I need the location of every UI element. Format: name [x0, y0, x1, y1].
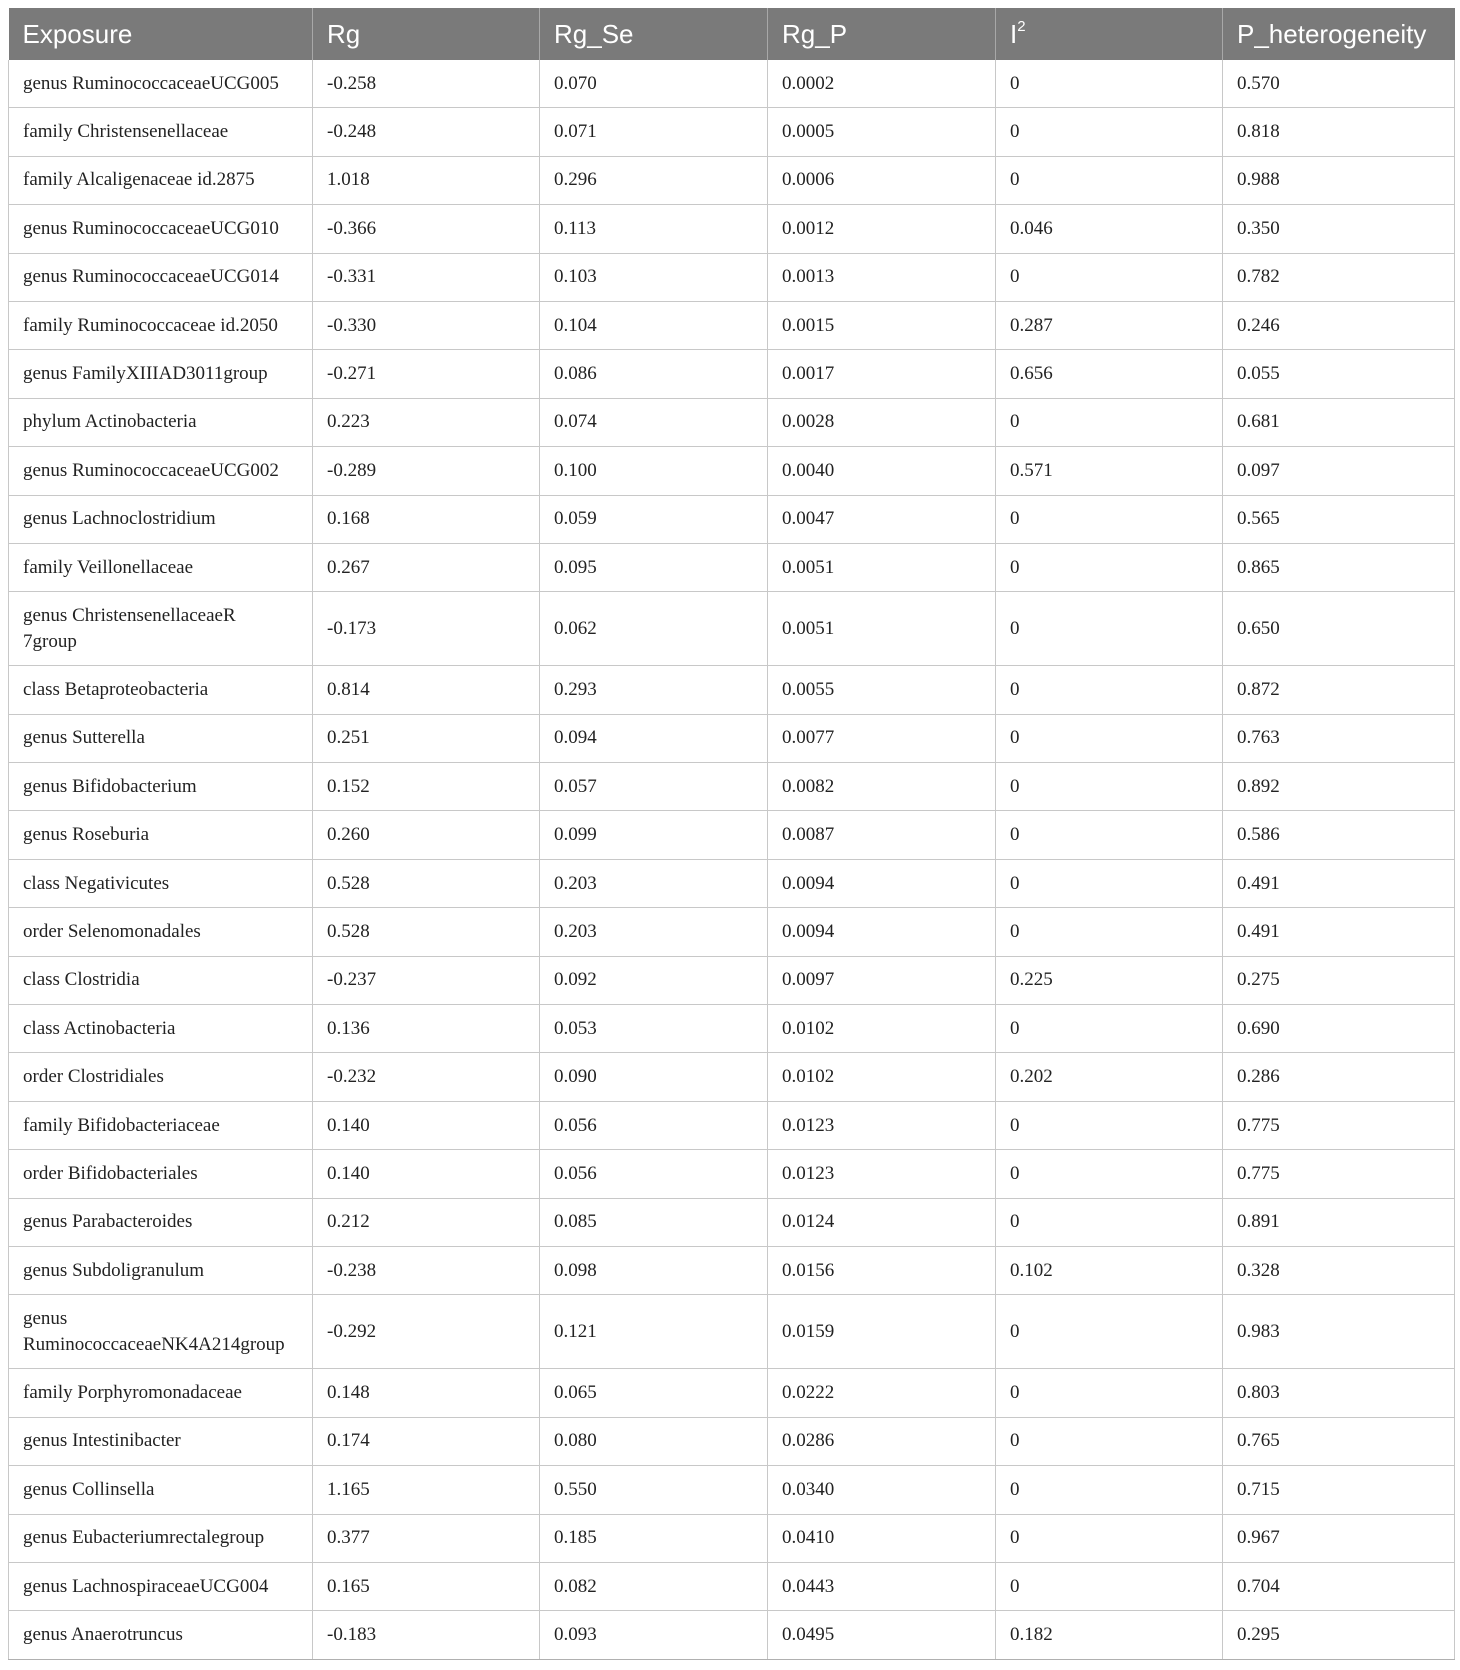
cell-p-heterogeneity: 0.055 [1223, 350, 1455, 398]
cell-exposure: order Bifidobacteriales [9, 1150, 313, 1198]
cell-p-heterogeneity: 0.570 [1223, 60, 1455, 108]
cell-rg-p: 0.0102 [768, 1053, 996, 1101]
cell-exposure: genus Bifidobacterium [9, 763, 313, 811]
cell-i2: 0 [996, 156, 1223, 204]
cell-rg: -0.183 [313, 1611, 540, 1659]
cell-rg-p: 0.0051 [768, 543, 996, 591]
cell-rg: 0.165 [313, 1562, 540, 1610]
cell-p-heterogeneity: 0.891 [1223, 1198, 1455, 1246]
cell-rg-se: 0.062 [540, 592, 768, 666]
cell-i2: 0 [996, 1005, 1223, 1053]
cell-rg-se: 0.085 [540, 1198, 768, 1246]
cell-i2: 0.571 [996, 447, 1223, 495]
cell-p-heterogeneity: 0.983 [1223, 1295, 1455, 1369]
cell-i2: 0 [996, 398, 1223, 446]
cell-rg-p: 0.0097 [768, 956, 996, 1004]
cell-p-heterogeneity: 0.565 [1223, 495, 1455, 543]
cell-rg-se: 0.071 [540, 108, 768, 156]
cell-rg: 0.528 [313, 859, 540, 907]
cell-rg-se: 0.074 [540, 398, 768, 446]
cell-i2: 0 [996, 714, 1223, 762]
cell-exposure: genus Subdoligranulum [9, 1246, 313, 1294]
table-row [9, 1611, 1455, 1659]
cell-rg-se: 0.082 [540, 1562, 768, 1610]
cell-rg-p: 0.0002 [768, 60, 996, 108]
cell-exposure: genus Parabacteroides [9, 1198, 313, 1246]
cell-rg-se: 0.296 [540, 156, 768, 204]
cell-rg: 0.136 [313, 1005, 540, 1053]
cell-rg: -0.331 [313, 253, 540, 301]
cell-exposure: genus Eubacteriumrectalegroup [9, 1514, 313, 1562]
table-row [9, 108, 1455, 156]
cell-rg-se: 0.095 [540, 543, 768, 591]
table-row [9, 1514, 1455, 1562]
cell-exposure: genus LachnospiraceaeUCG004 [9, 1562, 313, 1610]
table-row [9, 398, 1455, 446]
cell-exposure: genus RuminococcaceaeNK4A214group [9, 1295, 313, 1369]
cell-rg-p: 0.0156 [768, 1246, 996, 1294]
cell-rg-p: 0.0443 [768, 1562, 996, 1610]
cell-rg: 0.140 [313, 1101, 540, 1149]
table-row [9, 859, 1455, 907]
cell-p-heterogeneity: 0.491 [1223, 908, 1455, 956]
cell-rg: 0.140 [313, 1150, 540, 1198]
cell-p-heterogeneity: 0.286 [1223, 1053, 1455, 1101]
cell-rg: -0.258 [313, 60, 540, 108]
results-table [8, 8, 1455, 1660]
header-i2-superscript: 2 [1017, 17, 1026, 35]
cell-rg-se: 0.203 [540, 859, 768, 907]
cell-rg-p: 0.0040 [768, 447, 996, 495]
cell-p-heterogeneity: 0.097 [1223, 447, 1455, 495]
cell-p-heterogeneity: 0.715 [1223, 1466, 1455, 1514]
cell-i2: 0 [996, 1417, 1223, 1465]
cell-exposure: order Selenomonadales [9, 908, 313, 956]
cell-exposure: genus Anaerotruncus [9, 1611, 313, 1659]
cell-rg-p: 0.0159 [768, 1295, 996, 1369]
cell-exposure: family Christensenellaceae [9, 108, 313, 156]
cell-p-heterogeneity: 0.872 [1223, 666, 1455, 714]
table-row [9, 253, 1455, 301]
cell-p-heterogeneity: 0.704 [1223, 1562, 1455, 1610]
cell-i2: 0 [996, 763, 1223, 811]
cell-rg: -0.292 [313, 1295, 540, 1369]
cell-rg: 0.168 [313, 495, 540, 543]
cell-i2: 0.656 [996, 350, 1223, 398]
cell-rg-se: 0.104 [540, 301, 768, 349]
cell-i2: 0 [996, 60, 1223, 108]
cell-rg-p: 0.0222 [768, 1369, 996, 1417]
cell-rg-se: 0.550 [540, 1466, 768, 1514]
cell-p-heterogeneity: 0.681 [1223, 398, 1455, 446]
cell-p-heterogeneity: 0.586 [1223, 811, 1455, 859]
table-row [9, 495, 1455, 543]
cell-p-heterogeneity: 0.782 [1223, 253, 1455, 301]
cell-rg-p: 0.0094 [768, 908, 996, 956]
cell-i2: 0 [996, 1562, 1223, 1610]
cell-rg: 0.212 [313, 1198, 540, 1246]
cell-i2: 0 [996, 592, 1223, 666]
table-row [9, 156, 1455, 204]
cell-p-heterogeneity: 0.328 [1223, 1246, 1455, 1294]
table-row [9, 1369, 1455, 1417]
cell-i2: 0.102 [996, 1246, 1223, 1294]
cell-rg-se: 0.092 [540, 956, 768, 1004]
cell-rg: -0.238 [313, 1246, 540, 1294]
cell-rg-p: 0.0077 [768, 714, 996, 762]
table-row [9, 1150, 1455, 1198]
cell-p-heterogeneity: 0.246 [1223, 301, 1455, 349]
cell-exposure: class Actinobacteria [9, 1005, 313, 1053]
cell-rg-p: 0.0028 [768, 398, 996, 446]
cell-rg-se: 0.057 [540, 763, 768, 811]
cell-rg-se: 0.293 [540, 666, 768, 714]
table-row [9, 592, 1455, 666]
cell-i2: 0 [996, 1514, 1223, 1562]
cell-rg-p: 0.0015 [768, 301, 996, 349]
header-rg-p: Rg_P [768, 8, 996, 60]
cell-i2: 0 [996, 811, 1223, 859]
cell-rg: -0.271 [313, 350, 540, 398]
cell-p-heterogeneity: 0.775 [1223, 1101, 1455, 1149]
table-row [9, 1246, 1455, 1294]
cell-rg-se: 0.056 [540, 1101, 768, 1149]
header-i2 [996, 8, 1223, 60]
cell-exposure: genus Intestinibacter [9, 1417, 313, 1465]
cell-exposure: genus Lachnoclostridium [9, 495, 313, 543]
cell-rg-p: 0.0123 [768, 1150, 996, 1198]
cell-p-heterogeneity: 0.775 [1223, 1150, 1455, 1198]
table-row [9, 763, 1455, 811]
cell-rg-p: 0.0012 [768, 205, 996, 253]
cell-rg-se: 0.093 [540, 1611, 768, 1659]
table-row [9, 908, 1455, 956]
cell-rg-p: 0.0410 [768, 1514, 996, 1562]
cell-rg: 1.165 [313, 1466, 540, 1514]
cell-rg-se: 0.053 [540, 1005, 768, 1053]
cell-rg-p: 0.0123 [768, 1101, 996, 1149]
cell-rg-se: 0.070 [540, 60, 768, 108]
cell-rg: 0.152 [313, 763, 540, 811]
cell-i2: 0 [996, 859, 1223, 907]
cell-rg-se: 0.099 [540, 811, 768, 859]
cell-rg: 0.174 [313, 1417, 540, 1465]
cell-rg-se: 0.121 [540, 1295, 768, 1369]
header-rg-se: Rg_Se [540, 8, 768, 60]
cell-rg-se: 0.056 [540, 1150, 768, 1198]
cell-i2: 0.182 [996, 1611, 1223, 1659]
cell-rg-p: 0.0047 [768, 495, 996, 543]
cell-i2: 0 [996, 1150, 1223, 1198]
cell-exposure: class Betaproteobacteria [9, 666, 313, 714]
cell-i2: 0 [996, 1466, 1223, 1514]
cell-rg: 1.018 [313, 156, 540, 204]
cell-rg: -0.366 [313, 205, 540, 253]
cell-rg-p: 0.0340 [768, 1466, 996, 1514]
table-header [9, 8, 1455, 60]
header-row [9, 8, 1455, 60]
cell-rg: 0.223 [313, 398, 540, 446]
cell-exposure: family Alcaligenaceae id.2875 [9, 156, 313, 204]
cell-p-heterogeneity: 0.765 [1223, 1417, 1455, 1465]
table-body [9, 60, 1455, 1659]
cell-rg: 0.251 [313, 714, 540, 762]
cell-exposure: phylum Actinobacteria [9, 398, 313, 446]
header-exposure: Exposure [9, 8, 313, 60]
cell-exposure: family Bifidobacteriaceae [9, 1101, 313, 1149]
cell-exposure: genus Roseburia [9, 811, 313, 859]
table-row [9, 350, 1455, 398]
cell-rg-p: 0.0055 [768, 666, 996, 714]
cell-rg: -0.248 [313, 108, 540, 156]
table-row [9, 714, 1455, 762]
cell-exposure: family Veillonellaceae [9, 543, 313, 591]
cell-rg-p: 0.0005 [768, 108, 996, 156]
cell-exposure: genus Collinsella [9, 1466, 313, 1514]
header-p-heterogeneity: P_heterogeneity [1223, 8, 1455, 60]
table-row [9, 1198, 1455, 1246]
cell-exposure: class Clostridia [9, 956, 313, 1004]
cell-exposure: family Porphyromonadaceae [9, 1369, 313, 1417]
table-row [9, 1562, 1455, 1610]
cell-rg-p: 0.0051 [768, 592, 996, 666]
cell-p-heterogeneity: 0.892 [1223, 763, 1455, 811]
table-row [9, 543, 1455, 591]
cell-rg-p: 0.0082 [768, 763, 996, 811]
cell-i2: 0.202 [996, 1053, 1223, 1101]
cell-p-heterogeneity: 0.803 [1223, 1369, 1455, 1417]
cell-exposure: class Negativicutes [9, 859, 313, 907]
table-row [9, 1101, 1455, 1149]
table-row [9, 1466, 1455, 1514]
cell-rg-p: 0.0094 [768, 859, 996, 907]
cell-p-heterogeneity: 0.865 [1223, 543, 1455, 591]
cell-exposure: genus ChristensenellaceaeR 7group [9, 592, 313, 666]
cell-rg: 0.528 [313, 908, 540, 956]
cell-i2: 0 [996, 1295, 1223, 1369]
cell-i2: 0 [996, 495, 1223, 543]
cell-rg-se: 0.098 [540, 1246, 768, 1294]
cell-i2: 0.287 [996, 301, 1223, 349]
cell-rg-se: 0.065 [540, 1369, 768, 1417]
cell-p-heterogeneity: 0.763 [1223, 714, 1455, 762]
cell-rg-se: 0.090 [540, 1053, 768, 1101]
cell-i2: 0 [996, 666, 1223, 714]
cell-p-heterogeneity: 0.275 [1223, 956, 1455, 1004]
cell-rg-se: 0.203 [540, 908, 768, 956]
cell-rg: -0.237 [313, 956, 540, 1004]
cell-rg: 0.267 [313, 543, 540, 591]
cell-p-heterogeneity: 0.350 [1223, 205, 1455, 253]
cell-rg: -0.330 [313, 301, 540, 349]
cell-rg: -0.232 [313, 1053, 540, 1101]
cell-rg-se: 0.100 [540, 447, 768, 495]
cell-exposure: genus RuminococcaceaeUCG014 [9, 253, 313, 301]
cell-rg: -0.289 [313, 447, 540, 495]
cell-i2: 0 [996, 1198, 1223, 1246]
header-i2-base: I [1010, 18, 1018, 49]
cell-rg-se: 0.103 [540, 253, 768, 301]
cell-rg: -0.173 [313, 592, 540, 666]
cell-exposure: order Clostridiales [9, 1053, 313, 1101]
table-row [9, 956, 1455, 1004]
table-row [9, 301, 1455, 349]
cell-exposure: genus FamilyXIIIAD3011group [9, 350, 313, 398]
cell-i2: 0.046 [996, 205, 1223, 253]
cell-rg-p: 0.0124 [768, 1198, 996, 1246]
table-row [9, 447, 1455, 495]
cell-i2: 0 [996, 1369, 1223, 1417]
cell-rg-p: 0.0087 [768, 811, 996, 859]
cell-exposure: genus RuminococcaceaeUCG005 [9, 60, 313, 108]
cell-rg-p: 0.0006 [768, 156, 996, 204]
cell-rg-se: 0.080 [540, 1417, 768, 1465]
cell-rg-p: 0.0495 [768, 1611, 996, 1659]
cell-p-heterogeneity: 0.988 [1223, 156, 1455, 204]
cell-rg-p: 0.0013 [768, 253, 996, 301]
cell-exposure: genus Sutterella [9, 714, 313, 762]
cell-rg-p: 0.0102 [768, 1005, 996, 1053]
cell-rg-se: 0.059 [540, 495, 768, 543]
table-row [9, 811, 1455, 859]
cell-p-heterogeneity: 0.967 [1223, 1514, 1455, 1562]
cell-rg: 0.148 [313, 1369, 540, 1417]
cell-i2: 0 [996, 253, 1223, 301]
cell-p-heterogeneity: 0.295 [1223, 1611, 1455, 1659]
cell-rg: 0.377 [313, 1514, 540, 1562]
table-row [9, 1295, 1455, 1369]
cell-exposure: family Ruminococcaceae id.2050 [9, 301, 313, 349]
cell-p-heterogeneity: 0.491 [1223, 859, 1455, 907]
cell-exposure: genus RuminococcaceaeUCG010 [9, 205, 313, 253]
table-row [9, 666, 1455, 714]
cell-exposure: genus RuminococcaceaeUCG002 [9, 447, 313, 495]
cell-rg-se: 0.094 [540, 714, 768, 762]
cell-i2: 0 [996, 543, 1223, 591]
cell-rg-se: 0.113 [540, 205, 768, 253]
cell-p-heterogeneity: 0.650 [1223, 592, 1455, 666]
cell-i2: 0 [996, 108, 1223, 156]
cell-p-heterogeneity: 0.690 [1223, 1005, 1455, 1053]
cell-i2: 0 [996, 908, 1223, 956]
results-table-container [8, 8, 1454, 1660]
cell-i2: 0 [996, 1101, 1223, 1149]
cell-rg-p: 0.0017 [768, 350, 996, 398]
cell-i2: 0.225 [996, 956, 1223, 1004]
table-row [9, 1417, 1455, 1465]
cell-rg-se: 0.086 [540, 350, 768, 398]
table-row [9, 60, 1455, 108]
table-row [9, 1053, 1455, 1101]
cell-rg: 0.260 [313, 811, 540, 859]
cell-rg: 0.814 [313, 666, 540, 714]
cell-p-heterogeneity: 0.818 [1223, 108, 1455, 156]
table-row [9, 1005, 1455, 1053]
table-row [9, 205, 1455, 253]
header-rg: Rg [313, 8, 540, 60]
cell-rg-p: 0.0286 [768, 1417, 996, 1465]
cell-rg-se: 0.185 [540, 1514, 768, 1562]
